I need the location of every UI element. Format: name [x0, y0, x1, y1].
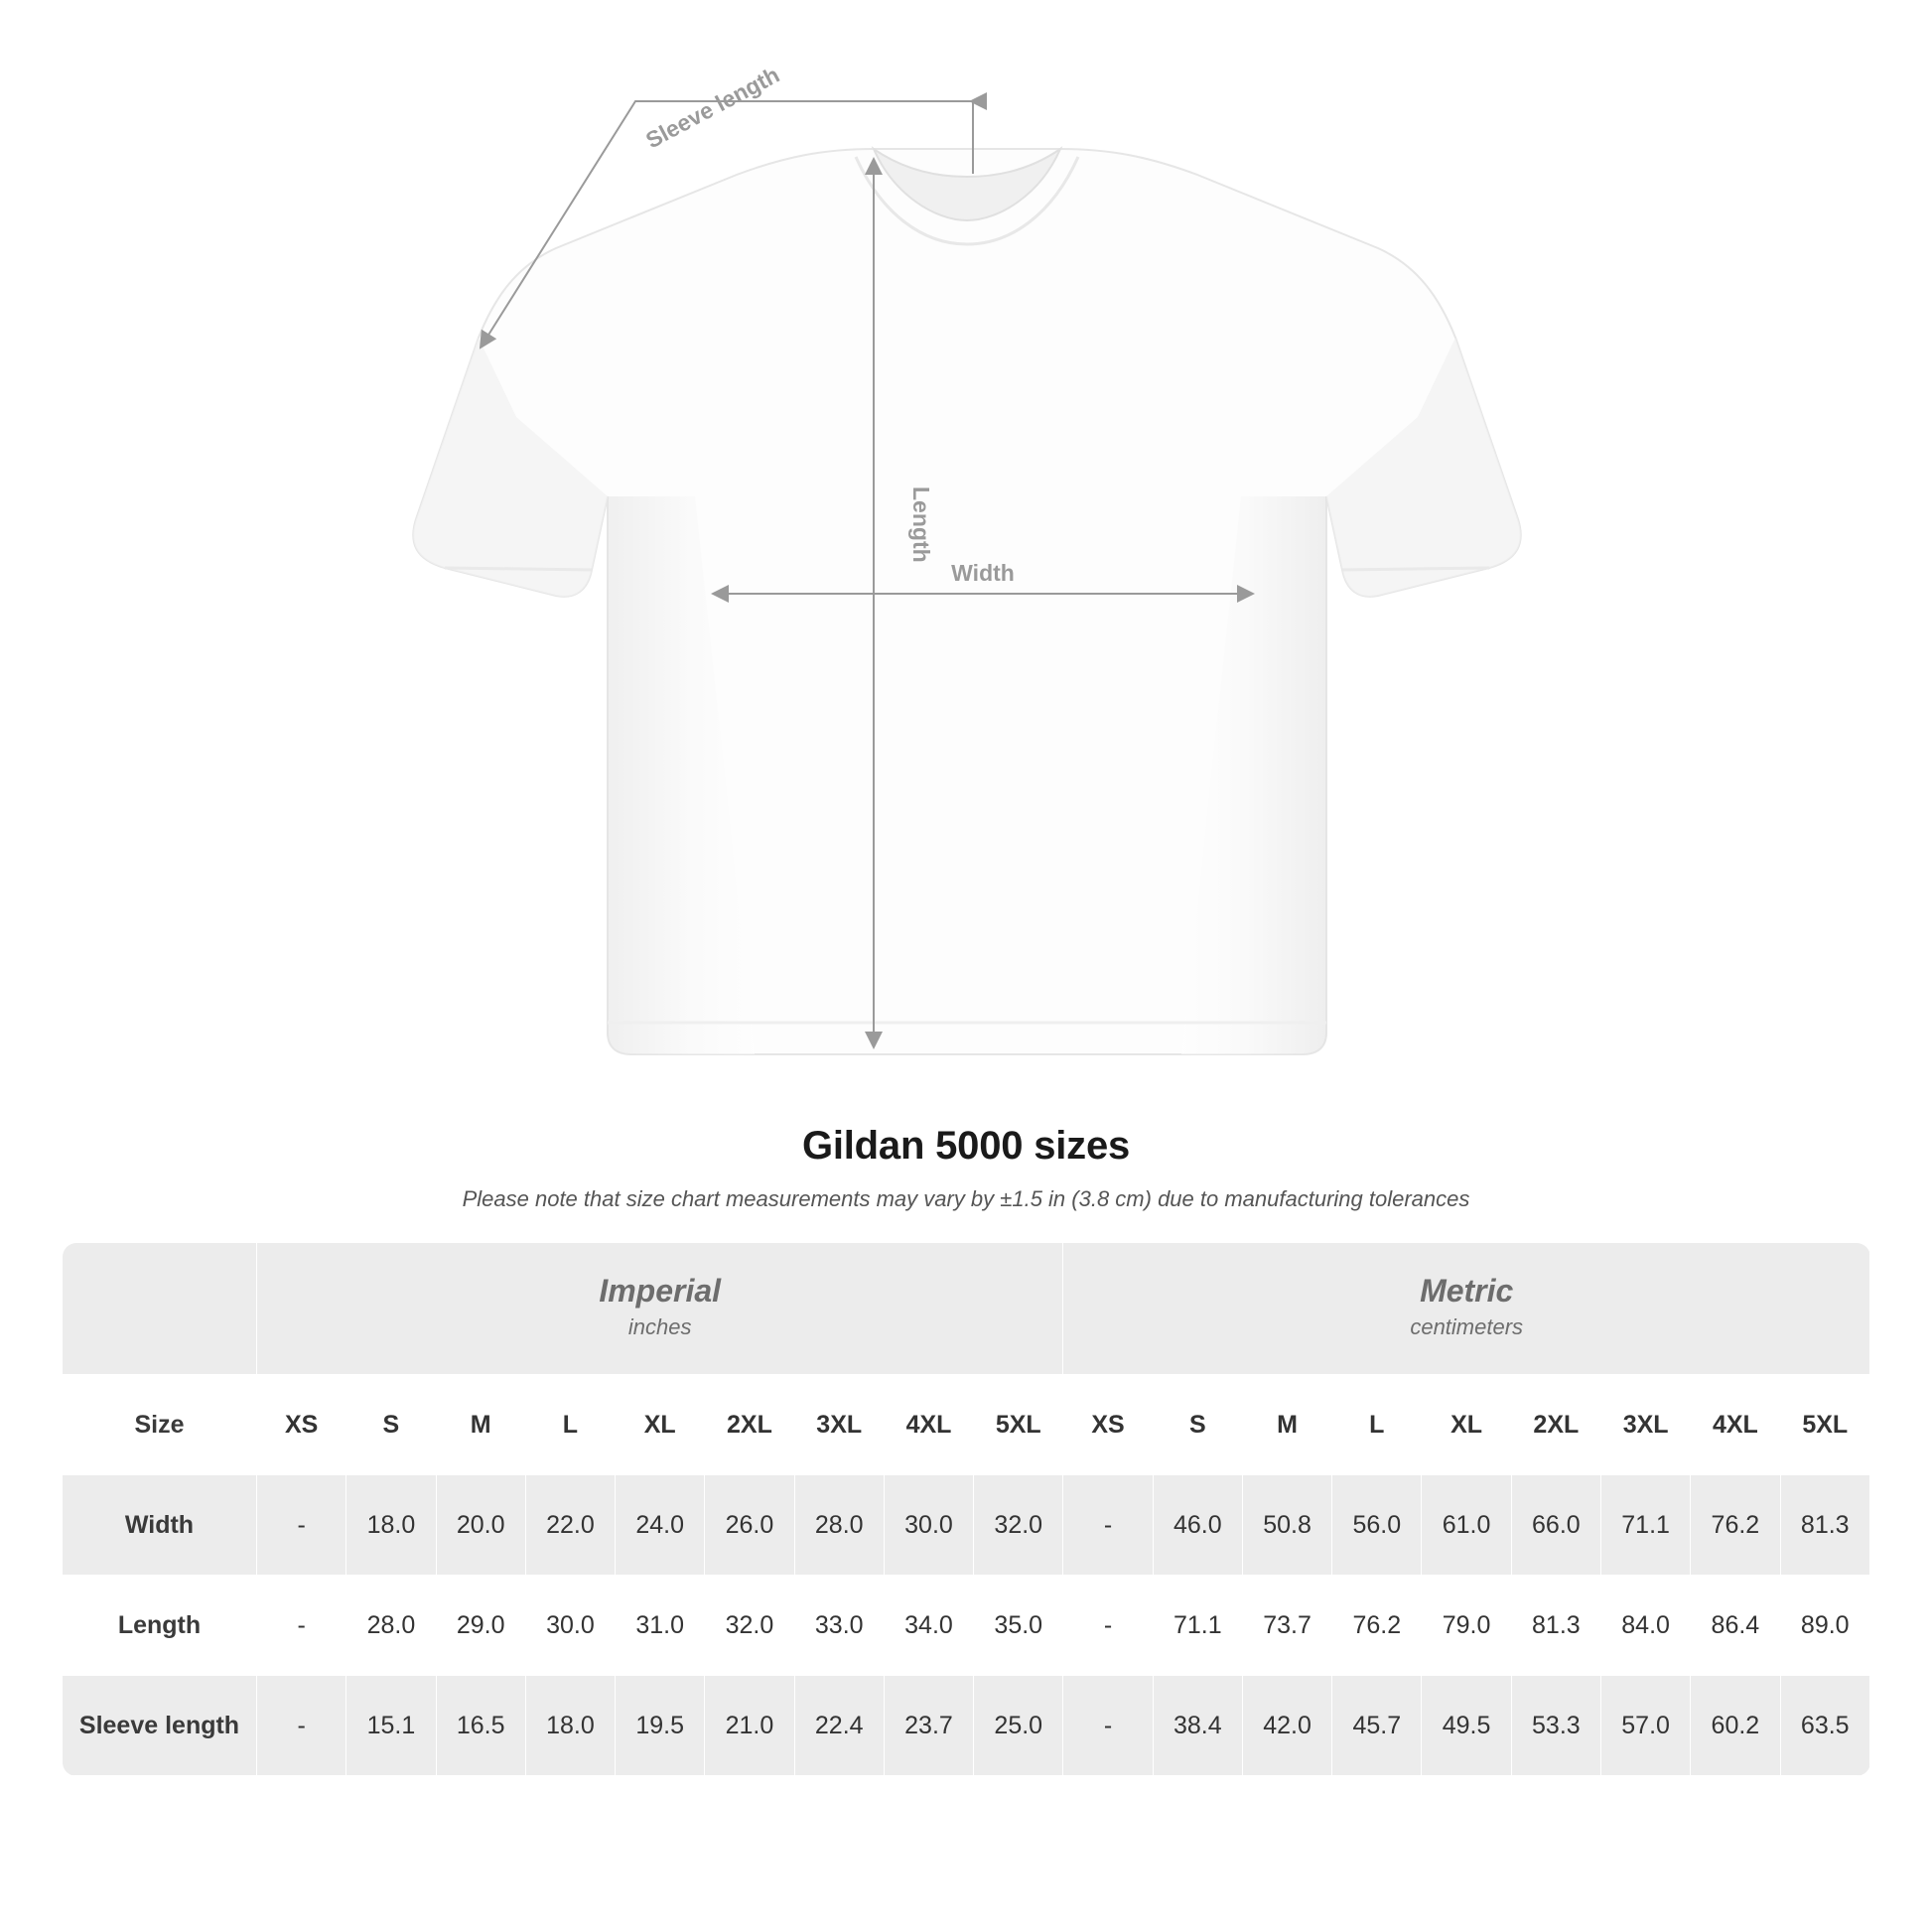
size-header-metric-3xl: 3XL [1600, 1375, 1690, 1475]
imperial-subtitle: inches [627, 1313, 692, 1339]
size-header-imperial-xl: XL [616, 1375, 705, 1475]
title-block [0, 1124, 1932, 1212]
cell-sleeve-imperial-xs: - [257, 1676, 346, 1776]
cell-length-imperial-xl: 31.0 [616, 1576, 705, 1676]
units-corner-cell [63, 1243, 257, 1375]
cell-length-imperial-m: 29.0 [436, 1576, 525, 1676]
cell-width-metric-m: 50.8 [1242, 1475, 1331, 1576]
cell-sleeve-metric-2xl: 53.3 [1511, 1676, 1600, 1776]
cell-length-metric-3xl: 84.0 [1600, 1576, 1690, 1676]
size-table [62, 1242, 1870, 1776]
cell-sleeve-imperial-5xl: 25.0 [974, 1676, 1063, 1776]
size-header-row [63, 1375, 1870, 1475]
metric-subtitle: centimeters [1410, 1313, 1524, 1339]
length-label: Length [908, 486, 934, 563]
page-title: Gildan 5000 sizes [801, 1124, 1131, 1168]
size-header-imperial-3xl: 3XL [794, 1375, 884, 1475]
metric-title: Metric [1420, 1273, 1514, 1309]
cell-length-metric-s: 71.1 [1153, 1576, 1242, 1676]
size-header-imperial-xs: XS [257, 1375, 346, 1475]
cell-sleeve-metric-3xl: 57.0 [1600, 1676, 1690, 1776]
cell-sleeve-imperial-m: 16.5 [436, 1676, 525, 1776]
cell-length-imperial-2xl: 32.0 [705, 1576, 794, 1676]
cell-length-imperial-l: 30.0 [525, 1576, 615, 1676]
cell-width-imperial-xl: 24.0 [616, 1475, 705, 1576]
sleeve-length-label: Sleeve length [641, 61, 784, 154]
cell-width-imperial-xs: - [257, 1475, 346, 1576]
row-label-width: Width [63, 1475, 257, 1576]
cell-length-imperial-4xl: 34.0 [884, 1576, 973, 1676]
tolerance-note: Please note that size chart measurements may vary by ±1.5 in (3.8 cm) due to manufacturing tolerances [462, 1186, 1470, 1211]
size-header-metric-xl: XL [1422, 1375, 1511, 1475]
cell-sleeve-metric-l: 45.7 [1332, 1676, 1422, 1776]
size-table-wrapper [62, 1242, 1870, 1776]
cell-sleeve-metric-xs: - [1063, 1676, 1153, 1776]
size-header-imperial-4xl: 4XL [884, 1375, 973, 1475]
cell-sleeve-metric-xl: 49.5 [1422, 1676, 1511, 1776]
cell-sleeve-metric-4xl: 60.2 [1691, 1676, 1780, 1776]
cell-width-imperial-m: 20.0 [436, 1475, 525, 1576]
size-header-metric-l: L [1332, 1375, 1422, 1475]
cell-sleeve-metric-5xl: 63.5 [1780, 1676, 1869, 1776]
cell-length-metric-5xl: 89.0 [1780, 1576, 1869, 1676]
cell-width-metric-2xl: 66.0 [1511, 1475, 1600, 1576]
cell-sleeve-imperial-3xl: 22.4 [794, 1676, 884, 1776]
size-header-imperial-2xl: 2XL [705, 1375, 794, 1475]
size-header-metric-4xl: 4XL [1691, 1375, 1780, 1475]
cell-width-imperial-l: 22.0 [525, 1475, 615, 1576]
cell-width-metric-4xl: 76.2 [1691, 1475, 1780, 1576]
size-label-cell: Size [63, 1375, 257, 1475]
imperial-title: Imperial [599, 1273, 722, 1309]
cell-width-metric-xs: - [1063, 1475, 1153, 1576]
cell-width-metric-5xl: 81.3 [1780, 1475, 1869, 1576]
size-header-metric-m: M [1242, 1375, 1331, 1475]
cell-sleeve-imperial-l: 18.0 [525, 1676, 615, 1776]
cell-width-imperial-5xl: 32.0 [974, 1475, 1063, 1576]
size-header-metric-5xl: 5XL [1780, 1375, 1869, 1475]
cell-width-metric-l: 56.0 [1332, 1475, 1422, 1576]
cell-sleeve-metric-s: 38.4 [1153, 1676, 1242, 1776]
cell-length-metric-m: 73.7 [1242, 1576, 1331, 1676]
table-row [63, 1576, 1870, 1676]
cell-width-imperial-4xl: 30.0 [884, 1475, 973, 1576]
size-header-imperial-s: S [346, 1375, 436, 1475]
cell-length-metric-4xl: 86.4 [1691, 1576, 1780, 1676]
cell-sleeve-imperial-s: 15.1 [346, 1676, 436, 1776]
cell-width-imperial-s: 18.0 [346, 1475, 436, 1576]
size-header-metric-xs: XS [1063, 1375, 1153, 1475]
width-label: Width [951, 560, 1015, 586]
table-row [63, 1676, 1870, 1776]
cell-length-metric-xl: 79.0 [1422, 1576, 1511, 1676]
size-header-metric-2xl: 2XL [1511, 1375, 1600, 1475]
cell-width-imperial-3xl: 28.0 [794, 1475, 884, 1576]
row-label-length: Length [63, 1576, 257, 1676]
cell-width-imperial-2xl: 26.0 [705, 1475, 794, 1576]
metric-header [1063, 1243, 1870, 1375]
cell-sleeve-imperial-4xl: 23.7 [884, 1676, 973, 1776]
cell-length-imperial-xs: - [257, 1576, 346, 1676]
cell-length-imperial-5xl: 35.0 [974, 1576, 1063, 1676]
imperial-header [257, 1243, 1063, 1375]
cell-length-metric-xs: - [1063, 1576, 1153, 1676]
cell-length-metric-l: 76.2 [1332, 1576, 1422, 1676]
size-header-metric-s: S [1153, 1375, 1242, 1475]
size-header-imperial-l: L [525, 1375, 615, 1475]
cell-sleeve-imperial-xl: 19.5 [616, 1676, 705, 1776]
cell-width-metric-xl: 61.0 [1422, 1475, 1511, 1576]
cell-length-metric-2xl: 81.3 [1511, 1576, 1600, 1676]
units-header-row [63, 1243, 1870, 1375]
cell-sleeve-imperial-2xl: 21.0 [705, 1676, 794, 1776]
cell-sleeve-metric-m: 42.0 [1242, 1676, 1331, 1776]
cell-length-imperial-s: 28.0 [346, 1576, 436, 1676]
row-label-sleeve-length: Sleeve length [63, 1676, 257, 1776]
tshirt-shape [413, 149, 1521, 1054]
size-header-imperial-5xl: 5XL [974, 1375, 1063, 1475]
cell-width-metric-3xl: 71.1 [1600, 1475, 1690, 1576]
cell-length-imperial-3xl: 33.0 [794, 1576, 884, 1676]
size-header-imperial-m: M [436, 1375, 525, 1475]
table-row [63, 1475, 1870, 1576]
cell-width-metric-s: 46.0 [1153, 1475, 1242, 1576]
